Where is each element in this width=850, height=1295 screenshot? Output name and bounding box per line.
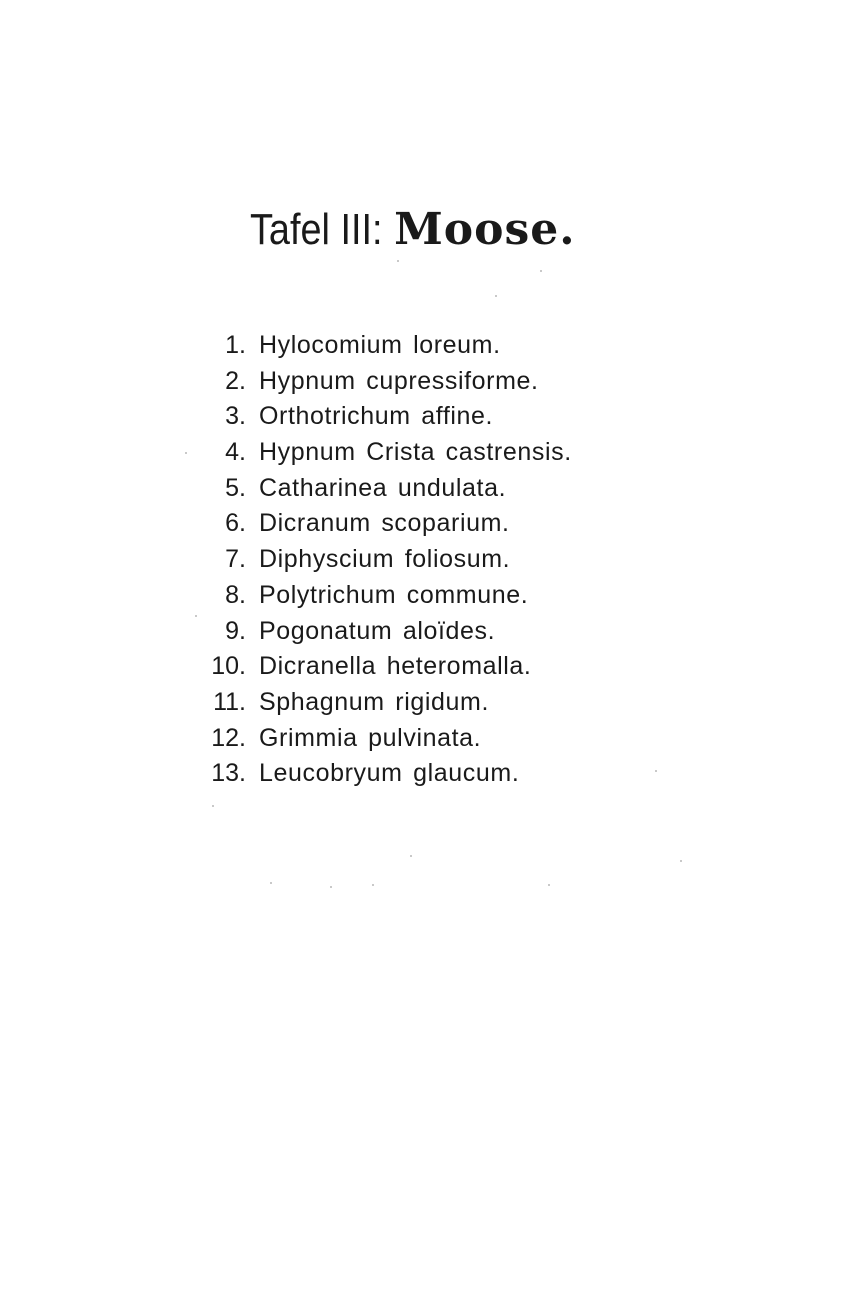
print-speck (270, 882, 272, 884)
print-speck (410, 855, 412, 857)
list-item (200, 506, 660, 542)
item-name: Sphagnum rigidum. (259, 687, 489, 716)
print-speck (185, 452, 187, 454)
print-speck (680, 860, 682, 862)
list-item (200, 756, 660, 792)
item-number: 3. (225, 402, 246, 431)
item-name: Catharinea undulata. (259, 473, 507, 502)
print-speck (540, 270, 542, 272)
list-item (200, 721, 660, 757)
list-item (200, 435, 660, 471)
list-item (200, 578, 660, 614)
item-name: Grimmia pulvinata. (259, 723, 482, 752)
item-name: Pogonatum aloïdes. (259, 616, 496, 645)
item-number: 8. (225, 580, 246, 609)
item-number: 10. (211, 652, 246, 681)
item-name: Leucobryum glaucum. (259, 759, 520, 788)
item-number: 11. (213, 687, 246, 716)
plate-title-word: Moose. (394, 204, 576, 255)
list-item (200, 614, 660, 650)
print-speck (330, 886, 332, 888)
print-speck (372, 884, 374, 886)
item-name: Hylocomium loreum. (259, 331, 501, 359)
list-item (200, 399, 660, 435)
item-name: Hypnum cupressiforme. (259, 366, 539, 395)
item-number: 13. (211, 759, 246, 788)
item-number: 1. (225, 331, 246, 359)
plate-title-prefix: Tafel III: (250, 205, 383, 254)
list-item (200, 364, 660, 400)
print-speck (397, 260, 399, 262)
list-item (200, 542, 660, 578)
list-item (200, 328, 660, 364)
plate-title (250, 200, 670, 260)
item-name: Diphyscium foliosum. (259, 545, 511, 574)
print-speck (212, 805, 214, 807)
print-speck (548, 884, 550, 886)
item-number: 6. (225, 509, 246, 538)
item-name: Polytrichum commune. (259, 580, 529, 609)
species-list (200, 328, 660, 792)
print-speck (495, 295, 497, 297)
list-item (200, 685, 660, 721)
list-item (200, 649, 660, 685)
item-number: 5. (225, 473, 246, 502)
print-speck (655, 770, 657, 772)
item-name: Orthotrichum affine. (259, 402, 494, 431)
item-name: Dicranum scoparium. (259, 509, 510, 538)
item-number: 9. (225, 616, 246, 645)
item-number: 2. (225, 366, 246, 395)
item-name: Dicranella heteromalla. (259, 652, 532, 681)
item-number: 7. (225, 545, 246, 574)
item-number: 4. (225, 438, 246, 467)
print-speck (195, 615, 197, 617)
item-name: Hypnum Crista castrensis. (259, 438, 572, 467)
item-number: 12. (211, 723, 246, 752)
list-item (200, 471, 660, 507)
